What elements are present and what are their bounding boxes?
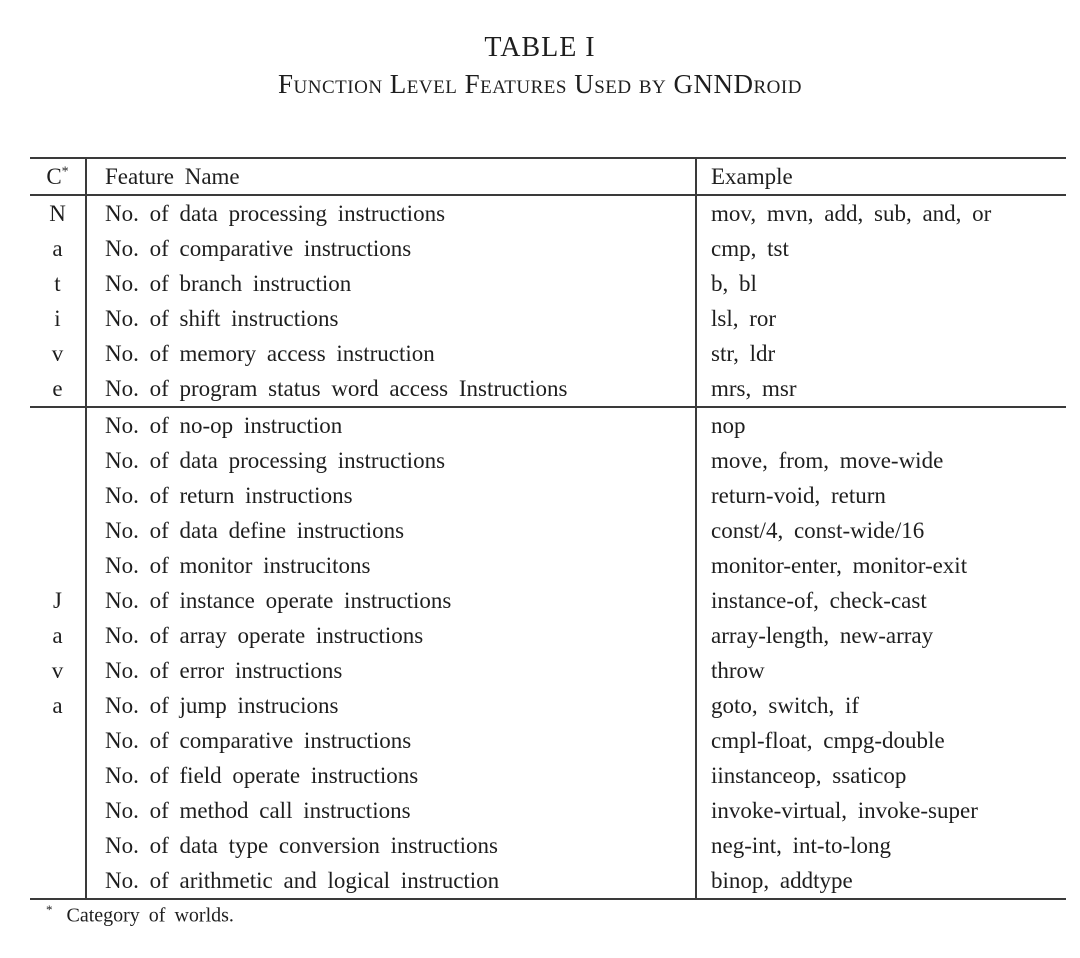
footnote-asterisk: *	[46, 902, 53, 917]
example-cell: invoke-virtual, invoke-super	[711, 797, 978, 823]
feature-column-header: Feature Name	[105, 163, 240, 189]
table-row	[30, 758, 1066, 793]
category-column-divider	[85, 157, 87, 900]
feature-name-cell: No. of error instructions	[105, 657, 343, 683]
example-cell: lsl, ror	[711, 305, 777, 331]
table-row	[30, 196, 1066, 231]
category-letter: N	[49, 200, 66, 226]
feature-name-cell: No. of data processing instructions	[105, 200, 446, 226]
example-cell: binop, addtype	[711, 867, 853, 893]
category-column-header	[30, 164, 85, 190]
table-row	[30, 336, 1066, 371]
table-number: TABLE I	[484, 32, 596, 63]
table-row	[30, 618, 1066, 653]
table-row	[30, 548, 1066, 583]
feature-name-cell: No. of program status word access Instructions	[105, 375, 568, 401]
feature-name-cell: No. of data define instructions	[105, 517, 405, 543]
table-row	[30, 301, 1066, 336]
example-cell: iinstanceop, ssaticop	[711, 762, 907, 788]
example-cell: nop	[711, 412, 746, 438]
feature-name-cell: No. of method call instructions	[105, 797, 411, 823]
category-letter: v	[51, 340, 64, 366]
table-title: Function Level Features Used by GNNDroid	[278, 69, 802, 99]
features-table	[30, 157, 1066, 900]
category-header-label: C	[46, 163, 62, 189]
example-cell: neg-int, int-to-long	[711, 832, 892, 858]
example-cell: b, bl	[711, 270, 757, 296]
feature-name-cell: No. of arithmetic and logical instruction	[105, 867, 500, 893]
feature-name-cell: No. of memory access instruction	[105, 340, 435, 366]
example-cell: goto, switch, if	[711, 692, 859, 718]
table-row	[30, 688, 1066, 723]
table-caption	[0, 32, 1080, 100]
example-cell: instance-of, check-cast	[711, 587, 927, 613]
table-row	[30, 828, 1066, 863]
category-letter: a	[52, 692, 63, 718]
table-row	[30, 723, 1066, 758]
feature-name-cell: No. of shift instructions	[105, 305, 339, 331]
example-cell: const/4, const-wide/16	[711, 517, 925, 543]
feature-name-cell: No. of comparative instructions	[105, 235, 412, 261]
category-letter: a	[52, 235, 63, 261]
category-letter: a	[52, 622, 63, 648]
feature-name-cell: No. of array operate instructions	[105, 622, 424, 648]
example-cell: return-void, return	[711, 482, 886, 508]
category-letter: e	[52, 375, 63, 401]
example-column-divider	[695, 157, 697, 900]
table-row	[30, 371, 1066, 406]
example-cell: cmp, tst	[711, 235, 789, 261]
table-row	[30, 408, 1066, 443]
table-footnote	[46, 902, 234, 928]
feature-name-cell: No. of return instructions	[105, 482, 353, 508]
table-row	[30, 478, 1066, 513]
table-header-row	[30, 159, 1066, 194]
feature-name-cell: No. of data processing instructions	[105, 447, 446, 473]
feature-name-cell: No. of data type conversion instructions	[105, 832, 498, 858]
example-cell: cmpl-float, cmpg-double	[711, 727, 945, 753]
feature-name-cell: No. of jump instrucions	[105, 692, 339, 718]
feature-name-cell: No. of instance operate instructions	[105, 587, 452, 613]
table-row	[30, 653, 1066, 688]
table-row	[30, 231, 1066, 266]
table-row	[30, 513, 1066, 548]
example-column-header: Example	[711, 163, 793, 189]
example-cell: mov, mvn, add, sub, and, or	[711, 200, 992, 226]
asterisk-superscript: *	[61, 163, 69, 179]
table-bottom-rule	[30, 898, 1066, 900]
example-cell: move, from, move-wide	[711, 447, 944, 473]
feature-name-cell: No. of field operate instructions	[105, 762, 419, 788]
feature-name-cell: No. of monitor instrucitons	[105, 552, 371, 578]
example-cell: mrs, msr	[711, 375, 797, 401]
footnote-text: Category of worlds.	[66, 904, 234, 927]
example-cell: array-length, new-array	[711, 622, 934, 648]
category-letter: t	[54, 270, 61, 296]
table-row	[30, 443, 1066, 478]
example-cell: monitor-enter, monitor-exit	[711, 552, 968, 578]
feature-name-cell: No. of no-op instruction	[105, 412, 343, 438]
java-section-rows	[30, 408, 1066, 898]
example-cell: throw	[711, 657, 765, 683]
category-letter: v	[51, 657, 64, 683]
feature-name-cell: No. of comparative instructions	[105, 727, 412, 753]
feature-name-cell: No. of branch instruction	[105, 270, 352, 296]
category-letter: i	[54, 305, 61, 331]
table-row	[30, 583, 1066, 618]
native-section-rows	[30, 196, 1066, 406]
category-letter: J	[53, 587, 62, 613]
example-cell: str, ldr	[711, 340, 776, 366]
table-row	[30, 266, 1066, 301]
table-row	[30, 863, 1066, 898]
table-row	[30, 793, 1066, 828]
